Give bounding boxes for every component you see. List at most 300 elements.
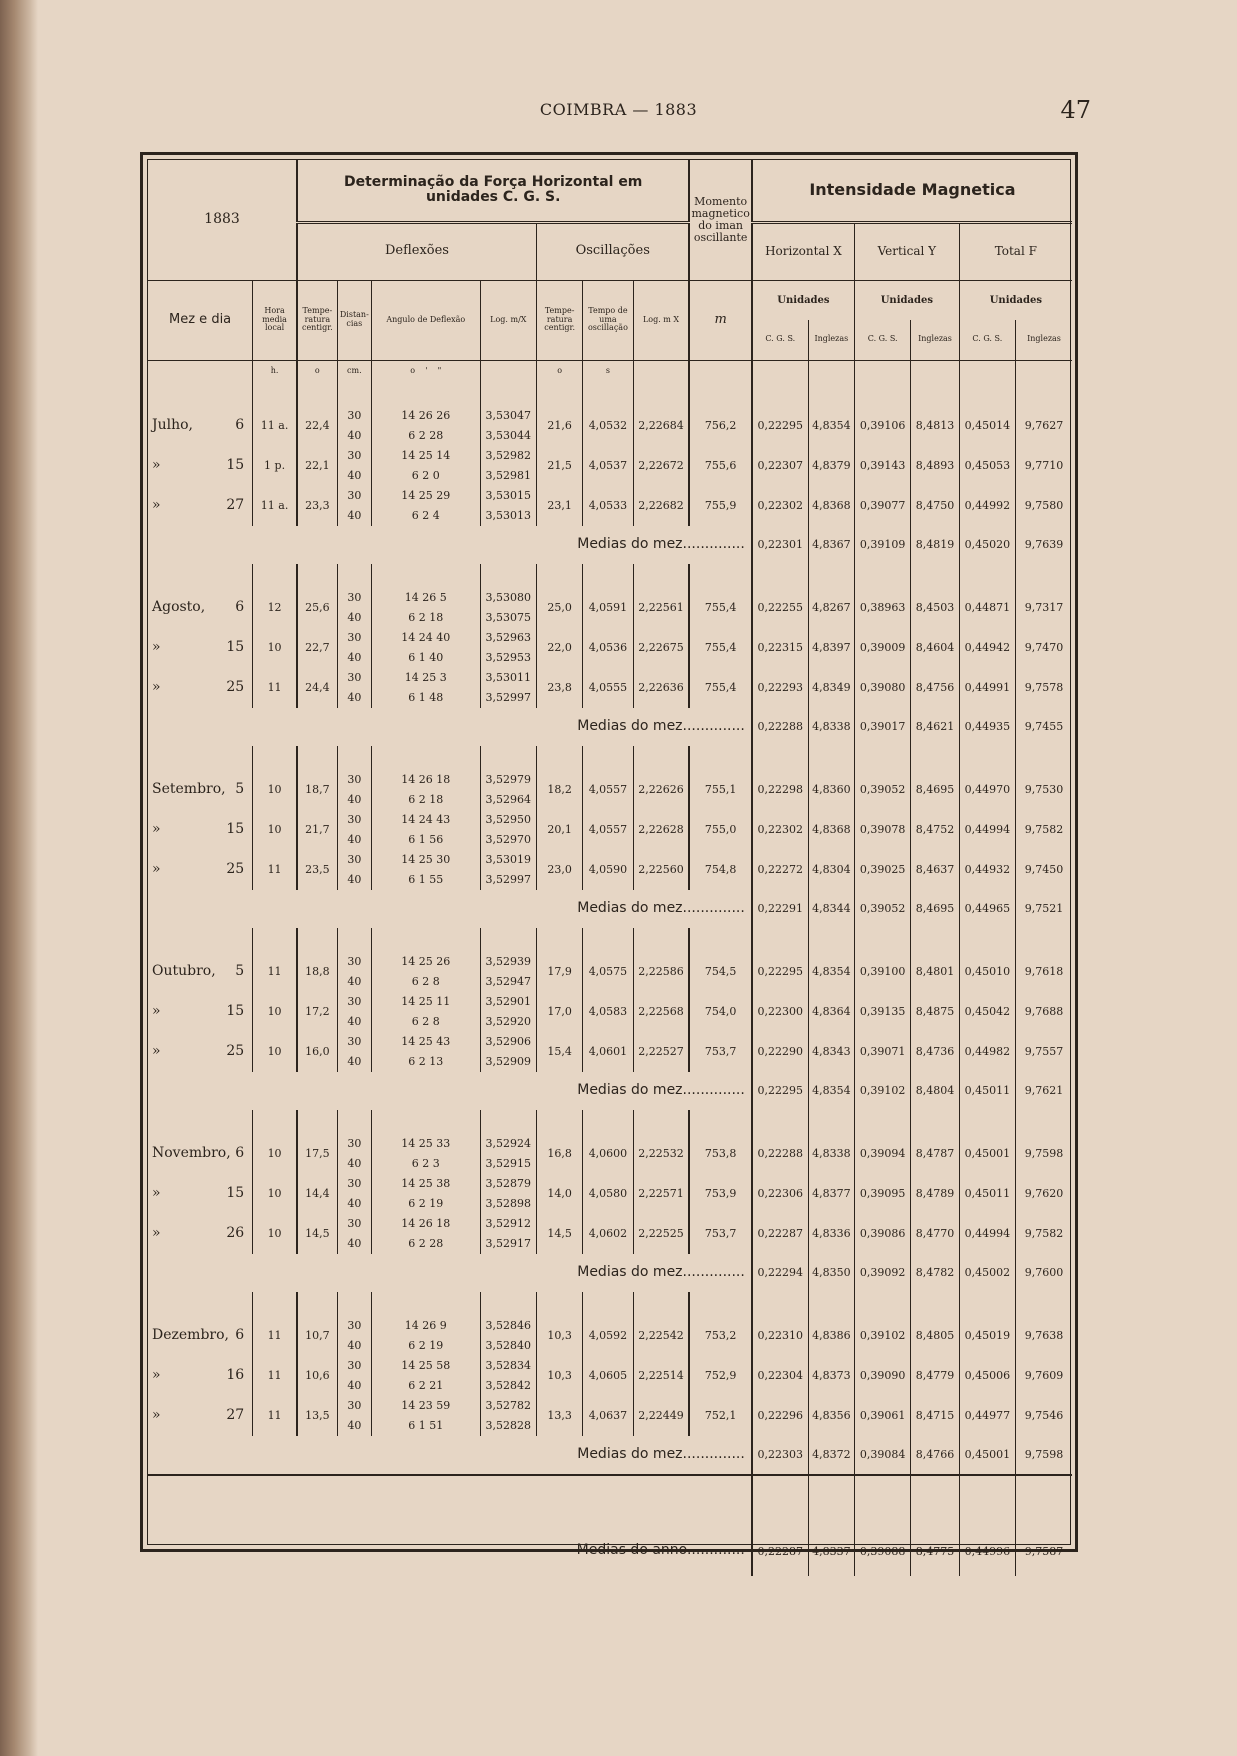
avg-vertical-inglezas: 8,4766 — [911, 1436, 959, 1475]
monthly-average-row — [148, 1436, 1072, 1475]
avg-total-inglezas: 9,7639 — [1016, 526, 1072, 564]
angle-cell: 6 1 48 — [371, 688, 480, 708]
header-oscillacoes: Oscillações — [536, 222, 689, 280]
header-intensidade: Intensidade Magnetica — [752, 160, 1072, 222]
vertical-cgs-cell: 0,39106 — [855, 406, 911, 446]
log-mx-cell: 2,22561 — [633, 588, 689, 628]
horizontal-inglezas-cell: 4,8386 — [808, 1316, 854, 1356]
distance-cell: 30 — [337, 668, 371, 688]
day-label: 27 — [226, 1407, 245, 1424]
total-inglezas-cell: 9,7688 — [1016, 992, 1072, 1032]
angle-cell: 14 26 18 — [371, 770, 480, 790]
osc-time-cell: 4,0555 — [583, 668, 633, 708]
horizontal-cgs-cell: 0,22300 — [752, 992, 808, 1032]
angle-cell: 14 25 3 — [371, 668, 480, 688]
horizontal-inglezas-cell: 4,8343 — [808, 1032, 854, 1072]
log-ratio-cell: 3,53015 — [480, 486, 536, 506]
monthly-average-row — [148, 1072, 1072, 1110]
total-inglezas-cell: 9,7710 — [1016, 446, 1072, 486]
horizontal-cgs-cell: 0,22298 — [752, 770, 808, 810]
avg-horizontal-inglezas: 4,8354 — [808, 1072, 854, 1110]
avg-total-inglezas: 9,7621 — [1016, 1072, 1072, 1110]
temp-cell: 10,7 — [297, 1316, 337, 1356]
log-mx-cell: 2,22532 — [633, 1134, 689, 1174]
date-cell — [148, 770, 253, 810]
distance-cell: 40 — [337, 648, 371, 668]
log-mx-cell: 2,22560 — [633, 850, 689, 890]
day-label: 15 — [226, 639, 245, 656]
avg-horizontal-inglezas: 4,8338 — [808, 708, 854, 746]
osc-temp-cell: 15,4 — [536, 1032, 582, 1072]
moment-cell: 752,1 — [689, 1396, 751, 1436]
angle-cell: 14 25 11 — [371, 992, 480, 1012]
log-mx-cell: 2,22684 — [633, 406, 689, 446]
horizontal-cgs-cell: 0,22287 — [752, 1214, 808, 1254]
vertical-cgs-cell: 0,39094 — [855, 1134, 911, 1174]
avg-vertical-inglezas: 8,4782 — [911, 1254, 959, 1292]
month-label: Dezembro, — [152, 1327, 229, 1344]
log-ratio-cell: 3,52912 — [480, 1214, 536, 1234]
monthly-average-row — [148, 890, 1072, 928]
moment-cell: 755,4 — [689, 588, 751, 628]
hora-cell: 11 a. — [253, 406, 297, 446]
angle-cell: 6 2 13 — [371, 1052, 480, 1072]
avg-vertical-cgs: 0,39084 — [855, 1436, 911, 1475]
vertical-cgs-cell: 0,39025 — [855, 850, 911, 890]
page-number: 47 — [1060, 96, 1091, 124]
osc-time-cell: 4,0637 — [583, 1396, 633, 1436]
angle-cell: 6 1 56 — [371, 830, 480, 850]
table-row — [148, 628, 1072, 648]
angle-cell: 6 1 40 — [371, 648, 480, 668]
monthly-average-label: Medias do mez.............. — [577, 1446, 745, 1463]
header-momento: Momento magnetico do iman oscillante — [689, 160, 751, 280]
log-mx-cell: 2,22527 — [633, 1032, 689, 1072]
total-inglezas-cell: 9,7557 — [1016, 1032, 1072, 1072]
avg-vertical-cgs: 0,39092 — [855, 1254, 911, 1292]
horizontal-inglezas-cell: 4,8368 — [808, 810, 854, 850]
osc-time-cell: 4,0533 — [583, 486, 633, 526]
distance-cell: 30 — [337, 1396, 371, 1416]
angle-cell: 6 2 19 — [371, 1336, 480, 1356]
angle-cell: 6 2 18 — [371, 790, 480, 810]
avg-total-cgs: 0,44965 — [959, 890, 1015, 928]
log-ratio-cell: 3,52997 — [480, 688, 536, 708]
annual-hx: 0,22287 — [752, 1475, 808, 1576]
month-label: » — [152, 457, 161, 474]
total-cgs-cell: 0,44994 — [959, 810, 1015, 850]
month-label: » — [152, 1185, 161, 1202]
vertical-inglezas-cell: 8,4805 — [911, 1316, 959, 1356]
osc-time-cell: 4,0601 — [583, 1032, 633, 1072]
osc-temp-cell: 20,1 — [536, 810, 582, 850]
temp-cell: 18,8 — [297, 952, 337, 992]
day-label: 6 — [235, 1327, 245, 1344]
moment-cell: 753,9 — [689, 1174, 751, 1214]
month-label: Outubro, — [152, 963, 216, 980]
osc-temp-cell: 18,2 — [536, 770, 582, 810]
angle-cell: 14 23 59 — [371, 1396, 480, 1416]
vertical-inglezas-cell: 8,4893 — [911, 446, 959, 486]
log-mx-cell: 2,22571 — [633, 1174, 689, 1214]
total-cgs-cell: 0,44977 — [959, 1396, 1015, 1436]
avg-total-cgs: 0,45002 — [959, 1254, 1015, 1292]
day-label: 15 — [226, 457, 245, 474]
osc-time-cell: 4,0575 — [583, 952, 633, 992]
date-cell — [148, 486, 253, 526]
hora-cell: 11 — [253, 1356, 297, 1396]
vertical-cgs-cell: 0,38963 — [855, 588, 911, 628]
log-ratio-cell: 3,52828 — [480, 1416, 536, 1436]
vertical-cgs-cell: 0,39102 — [855, 1316, 911, 1356]
spacer-row — [148, 382, 1072, 406]
log-ratio-cell: 3,52953 — [480, 648, 536, 668]
day-label: 16 — [226, 1367, 245, 1384]
total-cgs-cell: 0,45010 — [959, 952, 1015, 992]
temp-cell: 21,7 — [297, 810, 337, 850]
angle-cell: 6 2 28 — [371, 426, 480, 446]
moment-cell: 752,9 — [689, 1356, 751, 1396]
distance-cell: 40 — [337, 1154, 371, 1174]
angle-cell: 14 26 5 — [371, 588, 480, 608]
unit-degrees-2: o — [536, 360, 582, 382]
log-ratio-cell: 3,52997 — [480, 870, 536, 890]
horizontal-cgs-cell: 0,22315 — [752, 628, 808, 668]
log-ratio-cell: 3,53080 — [480, 588, 536, 608]
distance-cell: 30 — [337, 486, 371, 506]
day-label: 26 — [226, 1225, 245, 1242]
distance-cell: 40 — [337, 426, 371, 446]
log-mx-cell: 2,22514 — [633, 1356, 689, 1396]
osc-time-cell: 4,0557 — [583, 810, 633, 850]
angle-cell: 6 2 19 — [371, 1194, 480, 1214]
vertical-inglezas-cell: 8,4770 — [911, 1214, 959, 1254]
total-inglezas-cell: 9,7618 — [1016, 952, 1072, 992]
log-ratio-cell: 3,52879 — [480, 1174, 536, 1194]
date-cell — [148, 1134, 253, 1174]
moment-cell: 754,0 — [689, 992, 751, 1032]
osc-time-cell: 4,0591 — [583, 588, 633, 628]
day-label: 27 — [226, 497, 245, 514]
temp-cell: 23,5 — [297, 850, 337, 890]
horizontal-cgs-cell: 0,22293 — [752, 668, 808, 708]
header-total: Total F — [959, 222, 1072, 280]
avg-horizontal-inglezas: 4,8367 — [808, 526, 854, 564]
date-cell — [148, 668, 253, 708]
vertical-inglezas-cell: 8,4813 — [911, 406, 959, 446]
table-body — [148, 382, 1072, 1576]
distance-cell: 30 — [337, 850, 371, 870]
date-cell — [148, 850, 253, 890]
osc-temp-cell: 22,0 — [536, 628, 582, 668]
hora-cell: 1 p. — [253, 446, 297, 486]
vertical-inglezas-cell: 8,4787 — [911, 1134, 959, 1174]
total-cgs-cell: 0,44970 — [959, 770, 1015, 810]
hora-cell: 11 — [253, 668, 297, 708]
temp-cell: 14,4 — [297, 1174, 337, 1214]
angle-cell: 14 25 58 — [371, 1356, 480, 1376]
header-distancias: Distan-cias — [337, 280, 371, 360]
log-ratio-cell: 3,52939 — [480, 952, 536, 972]
angle-cell: 6 2 8 — [371, 1012, 480, 1032]
vertical-inglezas-cell: 8,4736 — [911, 1032, 959, 1072]
log-ratio-cell: 3,52898 — [480, 1194, 536, 1214]
table-row — [148, 668, 1072, 688]
log-ratio-cell: 3,52901 — [480, 992, 536, 1012]
monthly-average-label: Medias do mez.............. — [577, 1264, 745, 1281]
header-inglezas-x: Inglezas — [808, 320, 854, 360]
annual-tfi: 9,7587 — [1016, 1475, 1072, 1576]
moment-cell: 755,1 — [689, 770, 751, 810]
hora-cell: 11 — [253, 850, 297, 890]
header-m: m — [689, 280, 751, 360]
avg-total-inglezas: 9,7600 — [1016, 1254, 1072, 1292]
avg-vertical-cgs: 0,39017 — [855, 708, 911, 746]
avg-horizontal-inglezas: 4,8350 — [808, 1254, 854, 1292]
vertical-inglezas-cell: 8,4503 — [911, 588, 959, 628]
hora-cell: 11 — [253, 952, 297, 992]
log-ratio-cell: 3,52917 — [480, 1234, 536, 1254]
vertical-cgs-cell: 0,39078 — [855, 810, 911, 850]
avg-total-cgs: 0,45001 — [959, 1436, 1015, 1475]
vertical-cgs-cell: 0,39090 — [855, 1356, 911, 1396]
moment-cell: 753,7 — [689, 1032, 751, 1072]
distance-cell: 40 — [337, 1194, 371, 1214]
log-mx-cell: 2,22636 — [633, 668, 689, 708]
magnetic-data-table — [148, 160, 1072, 1576]
horizontal-cgs-cell: 0,22302 — [752, 810, 808, 850]
spacer-row — [148, 564, 1072, 588]
log-ratio-cell: 3,53019 — [480, 850, 536, 870]
horizontal-inglezas-cell: 4,8364 — [808, 992, 854, 1032]
hora-cell: 10 — [253, 992, 297, 1032]
header-unidades-x: Unidades — [752, 280, 855, 320]
log-ratio-cell: 3,52782 — [480, 1396, 536, 1416]
vertical-cgs-cell: 0,39071 — [855, 1032, 911, 1072]
day-label: 25 — [226, 679, 245, 696]
distance-cell: 30 — [337, 992, 371, 1012]
vertical-inglezas-cell: 8,4637 — [911, 850, 959, 890]
angle-cell: 14 25 30 — [371, 850, 480, 870]
total-cgs-cell: 0,44932 — [959, 850, 1015, 890]
horizontal-inglezas-cell: 4,8349 — [808, 668, 854, 708]
hora-cell: 10 — [253, 628, 297, 668]
osc-time-cell: 4,0600 — [583, 1134, 633, 1174]
table-row — [148, 446, 1072, 466]
table-row — [148, 810, 1072, 830]
vertical-cgs-cell: 0,39061 — [855, 1396, 911, 1436]
month-label: » — [152, 1407, 161, 1424]
log-mx-cell: 2,22628 — [633, 810, 689, 850]
moment-cell: 755,9 — [689, 486, 751, 526]
log-ratio-cell: 3,52840 — [480, 1336, 536, 1356]
vertical-inglezas-cell: 8,4875 — [911, 992, 959, 1032]
log-ratio-cell: 3,52947 — [480, 972, 536, 992]
distance-cell: 40 — [337, 1376, 371, 1396]
total-cgs-cell: 0,45019 — [959, 1316, 1015, 1356]
horizontal-cgs-cell: 0,22307 — [752, 446, 808, 486]
table-row — [148, 850, 1072, 870]
horizontal-inglezas-cell: 4,8356 — [808, 1396, 854, 1436]
distance-cell: 40 — [337, 608, 371, 628]
avg-vertical-inglezas: 8,4695 — [911, 890, 959, 928]
temp-cell: 18,7 — [297, 770, 337, 810]
log-mx-cell: 2,22682 — [633, 486, 689, 526]
moment-cell: 753,2 — [689, 1316, 751, 1356]
total-inglezas-cell: 9,7620 — [1016, 1174, 1072, 1214]
osc-temp-cell: 16,8 — [536, 1134, 582, 1174]
angle-cell: 14 24 43 — [371, 810, 480, 830]
osc-time-cell: 4,0557 — [583, 770, 633, 810]
month-label: Novembro, — [152, 1145, 231, 1162]
total-inglezas-cell: 9,7546 — [1016, 1396, 1072, 1436]
temp-cell: 17,2 — [297, 992, 337, 1032]
log-ratio-cell: 3,52842 — [480, 1376, 536, 1396]
distance-cell: 40 — [337, 972, 371, 992]
horizontal-inglezas-cell: 4,8379 — [808, 446, 854, 486]
vertical-inglezas-cell: 8,4752 — [911, 810, 959, 850]
temp-cell: 14,5 — [297, 1214, 337, 1254]
osc-temp-cell: 21,6 — [536, 406, 582, 446]
osc-temp-cell: 14,0 — [536, 1174, 582, 1214]
day-label: 5 — [235, 963, 245, 980]
osc-temp-cell: 10,3 — [536, 1316, 582, 1356]
spacer-row — [148, 1110, 1072, 1134]
month-label: » — [152, 1043, 161, 1060]
total-inglezas-cell: 9,7450 — [1016, 850, 1072, 890]
spacer-row — [148, 1292, 1072, 1316]
date-cell — [148, 406, 253, 446]
moment-cell: 755,4 — [689, 628, 751, 668]
total-inglezas-cell: 9,7582 — [1016, 810, 1072, 850]
log-ratio-cell: 3,53075 — [480, 608, 536, 628]
osc-time-cell: 4,0590 — [583, 850, 633, 890]
unit-degrees: o — [297, 360, 337, 382]
total-cgs-cell: 0,44994 — [959, 1214, 1015, 1254]
moment-cell: 754,8 — [689, 850, 751, 890]
table-row — [148, 406, 1072, 426]
table-row — [148, 1356, 1072, 1376]
hora-cell: 11 — [253, 1316, 297, 1356]
avg-horizontal-cgs: 0,22301 — [752, 526, 808, 564]
horizontal-inglezas-cell: 4,8368 — [808, 486, 854, 526]
vertical-inglezas-cell: 8,4801 — [911, 952, 959, 992]
month-label: » — [152, 679, 161, 696]
distance-cell: 30 — [337, 1134, 371, 1154]
unit-angle: o ' " — [371, 360, 480, 382]
horizontal-inglezas-cell: 4,8304 — [808, 850, 854, 890]
log-ratio-cell: 3,52970 — [480, 830, 536, 850]
annual-hxi: 4,8337 — [808, 1475, 854, 1576]
total-inglezas-cell: 9,7580 — [1016, 486, 1072, 526]
table-row — [148, 486, 1072, 506]
distance-cell: 40 — [337, 1234, 371, 1254]
log-ratio-cell: 3,52834 — [480, 1356, 536, 1376]
day-label: 15 — [226, 1185, 245, 1202]
table-row — [148, 1174, 1072, 1194]
horizontal-inglezas-cell: 4,8373 — [808, 1356, 854, 1396]
log-ratio-cell: 3,52979 — [480, 770, 536, 790]
total-cgs-cell: 0,44992 — [959, 486, 1015, 526]
header-inglezas-f: Inglezas — [1016, 320, 1072, 360]
hora-cell: 10 — [253, 770, 297, 810]
month-label: » — [152, 1367, 161, 1384]
avg-vertical-inglezas: 8,4804 — [911, 1072, 959, 1110]
moment-cell: 755,6 — [689, 446, 751, 486]
log-mx-cell: 2,22586 — [633, 952, 689, 992]
distance-cell: 30 — [337, 446, 371, 466]
date-cell — [148, 1174, 253, 1214]
osc-temp-cell: 13,3 — [536, 1396, 582, 1436]
log-mx-cell: 2,22672 — [633, 446, 689, 486]
log-ratio-cell: 3,52909 — [480, 1052, 536, 1072]
monthly-average-label: Medias do mez.............. — [577, 718, 745, 735]
monthly-average-row — [148, 526, 1072, 564]
header-temp-oscillacoes: Tempe-ratura centigr. — [536, 280, 582, 360]
angle-cell: 14 25 43 — [371, 1032, 480, 1052]
moment-cell: 755,4 — [689, 668, 751, 708]
avg-vertical-inglezas: 8,4819 — [911, 526, 959, 564]
date-cell — [148, 810, 253, 850]
osc-temp-cell: 14,5 — [536, 1214, 582, 1254]
total-inglezas-cell: 9,7470 — [1016, 628, 1072, 668]
total-inglezas-cell: 9,7638 — [1016, 1316, 1072, 1356]
header-log-m-x: Log. m/X — [480, 280, 536, 360]
distance-cell: 40 — [337, 790, 371, 810]
header-determinacao: Determinação da Força Horizontal em unidades C. G. S. — [297, 160, 689, 222]
header-deflexoes: Deflexões — [297, 222, 537, 280]
horizontal-inglezas-cell: 4,8338 — [808, 1134, 854, 1174]
total-cgs-cell: 0,44991 — [959, 668, 1015, 708]
angle-cell: 14 25 38 — [371, 1174, 480, 1194]
log-mx-cell: 2,22525 — [633, 1214, 689, 1254]
horizontal-inglezas-cell: 4,8360 — [808, 770, 854, 810]
angle-cell: 6 2 0 — [371, 466, 480, 486]
total-inglezas-cell: 9,7578 — [1016, 668, 1072, 708]
horizontal-cgs-cell: 0,22310 — [752, 1316, 808, 1356]
log-mx-cell: 2,22568 — [633, 992, 689, 1032]
unit-h: h. — [253, 360, 297, 382]
osc-temp-cell: 10,3 — [536, 1356, 582, 1396]
avg-total-cgs: 0,45020 — [959, 526, 1015, 564]
day-label: 6 — [235, 417, 245, 434]
date-cell — [148, 588, 253, 628]
osc-time-cell: 4,0580 — [583, 1174, 633, 1214]
table-row — [148, 770, 1072, 790]
page-binding-shadow — [0, 0, 38, 1756]
temp-cell: 16,0 — [297, 1032, 337, 1072]
table-row — [148, 992, 1072, 1012]
moment-cell: 753,8 — [689, 1134, 751, 1174]
horizontal-cgs-cell: 0,22290 — [752, 1032, 808, 1072]
total-cgs-cell: 0,44982 — [959, 1032, 1015, 1072]
date-cell — [148, 952, 253, 992]
horizontal-inglezas-cell: 4,8377 — [808, 1174, 854, 1214]
log-ratio-cell: 3,52950 — [480, 810, 536, 830]
avg-horizontal-cgs: 0,22294 — [752, 1254, 808, 1292]
vertical-inglezas-cell: 8,4695 — [911, 770, 959, 810]
angle-cell: 6 2 3 — [371, 1154, 480, 1174]
hora-cell: 10 — [253, 1032, 297, 1072]
total-cgs-cell: 0,45053 — [959, 446, 1015, 486]
distance-cell: 30 — [337, 952, 371, 972]
horizontal-cgs-cell: 0,22304 — [752, 1356, 808, 1396]
log-ratio-cell: 3,52982 — [480, 446, 536, 466]
distance-cell: 40 — [337, 1052, 371, 1072]
moment-cell: 754,5 — [689, 952, 751, 992]
date-cell — [148, 1316, 253, 1356]
osc-time-cell: 4,0605 — [583, 1356, 633, 1396]
